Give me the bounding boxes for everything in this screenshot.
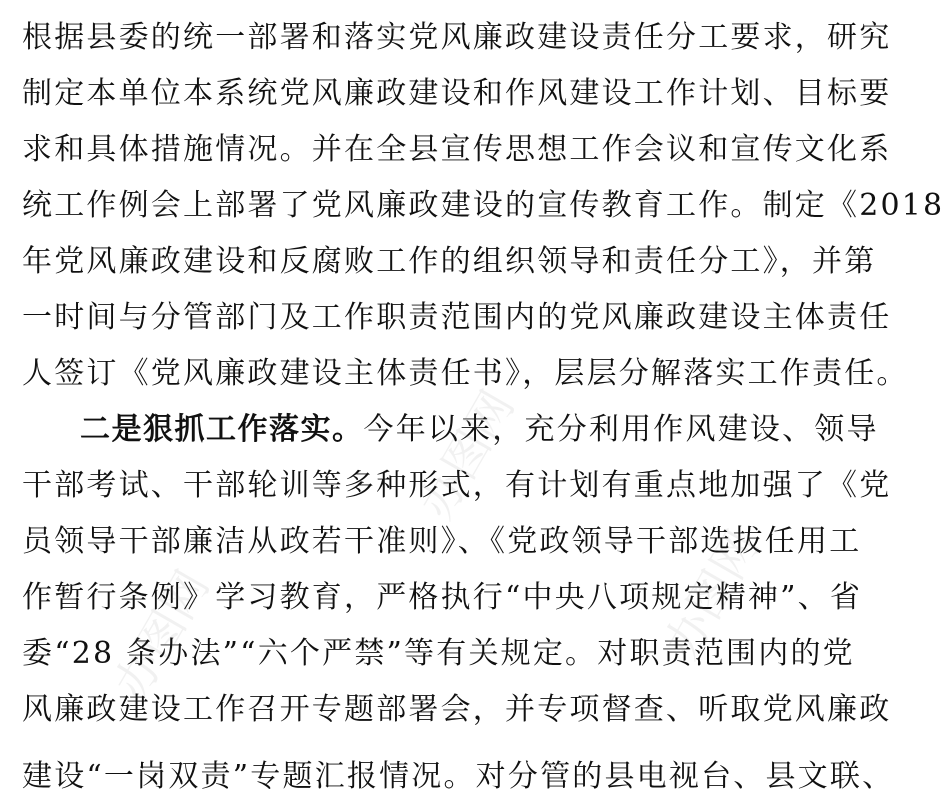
text-line-11: 作暂行条例》学习教育，严格执行“中央八项规定精神”、省 [22,580,863,615]
text-line-13: 风廉政建设工作召开专题部署会，并专项督查、听取党风廉政 [22,692,892,727]
text-line-4: 统工作例会上部署了党风廉政建设的宣传教育工作。制定《2018 [22,188,944,223]
text-line-7: 人签订《党风廉政建设主体责任书》，层层分解落实工作责任。 [22,356,909,391]
watermark: 办图网 [408,381,525,528]
paragraph-2-heading: 二是狠抓工作落实。 [80,412,364,447]
watermark: 办图网 [103,561,220,708]
text-line-5: 年党风廉政建设和反腐败工作的组织领导和责任分工》，并第 [22,244,877,279]
text-line-9: 干部考试、干部轮训等多种形式，有计划有重点地加强了《党 [22,468,892,503]
watermark: 办图网 [653,521,770,668]
text-line-6: 一时间与分管部门及工作职责范围内的党风廉政建设主体责任 [22,300,892,335]
paragraph-2-first-line [80,405,879,455]
text-line-2: 制定本单位本系统党风廉政建设和作风建设工作计划、目标要 [22,76,892,111]
text-line-1: 根据县委的统一部署和落实党风廉政建设责任分工要求，研究 [22,20,892,55]
text-line-14: 建设“一岗双责”专题汇报情况。对分管的县电视台、县文联、 [22,759,895,794]
text-line-3: 求和具体措施情况。并在全县宣传思想工作会议和宣传文化系 [22,132,892,167]
paragraph-2-first-line-text: 今年以来，充分利用作风建设、领导 [363,412,879,447]
text-line-10: 员领导干部廉洁从政若干准则》、《党政领导干部选拔任用工 [22,524,862,559]
text-line-12: 委“28 条办法”“六个严禁”等有关规定。对职责范围内的党 [22,636,855,671]
